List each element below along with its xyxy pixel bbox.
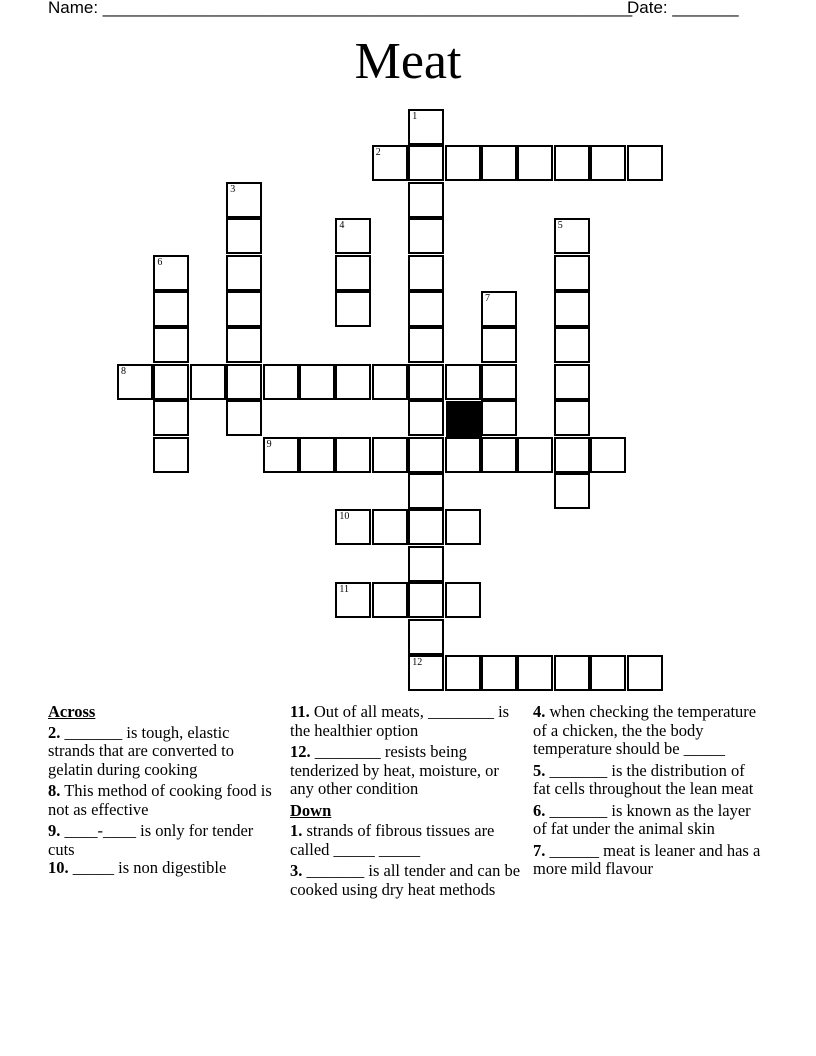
grid-cell[interactable] [335,364,371,400]
cell-number: 2 [375,147,381,159]
grid-cell[interactable] [408,182,444,218]
grid-cell[interactable] [408,655,444,691]
clue-column-1 [48,703,280,881]
down-clue-3 [290,862,522,899]
grid-cell[interactable] [481,364,517,400]
grid-cell[interactable] [627,655,663,691]
grid-cell[interactable] [408,509,444,545]
cell-number: 3 [230,183,236,195]
grid-cell[interactable] [445,145,481,181]
grid-cell[interactable] [226,182,262,218]
grid-cell[interactable] [226,400,262,436]
grid-cell[interactable] [372,145,408,181]
grid-cell[interactable] [372,437,408,473]
grid-cell[interactable] [153,364,189,400]
grid-cell[interactable] [335,509,371,545]
grid-cell[interactable] [517,437,553,473]
grid-cell[interactable] [408,255,444,291]
clue-text: ____-____ is only for tender cuts [48,821,254,859]
clue-number: 5. [533,760,546,780]
grid-cell[interactable] [117,364,153,400]
down-clue-1 [290,822,522,859]
cell-number: 5 [557,220,563,232]
grid-cell[interactable] [554,473,590,509]
grid-cell[interactable] [335,582,371,618]
clue-text: _______ is tough, elastic strands that are converted to gelatin during cooking [48,722,235,779]
grid-cell[interactable] [153,291,189,327]
grid-cell[interactable] [445,364,481,400]
grid-cell[interactable] [299,364,335,400]
down-clue-6 [533,802,765,839]
grid-cell[interactable] [226,327,262,363]
clue-number: 11. [290,702,310,721]
grid-cell[interactable] [335,437,371,473]
clue-number: 9. [48,821,61,840]
grid-cell[interactable] [517,655,553,691]
clue-text: ________ resists being tenderized by heat, moisture, or any other condition [290,742,499,798]
grid-cell[interactable] [408,546,444,582]
grid-cell[interactable] [263,364,299,400]
clue-text: _______ is all tender and can be cooked using dry heat methods [290,861,521,899]
grid-cell[interactable] [590,437,626,473]
clue-number: 1. [290,821,303,840]
grid-cell[interactable] [226,291,262,327]
cell-number: 10 [339,511,350,523]
clue-number: 7. [533,840,546,860]
grid-cell[interactable] [554,327,590,363]
grid-cell[interactable] [445,655,481,691]
grid-cell[interactable] [590,655,626,691]
grid-cell[interactable] [190,364,226,400]
down-clue-7 [533,842,765,879]
grid-cell[interactable] [153,400,189,436]
across-heading: Across [48,702,96,721]
grid-cell[interactable] [481,400,517,436]
grid-cell[interactable] [335,218,371,254]
grid-cell[interactable] [408,327,444,363]
clue-number: 8. [48,781,61,800]
grid-cell[interactable] [445,582,481,618]
across-clue-2 [48,724,280,780]
clue-text: _____ is non digestible [68,858,227,877]
grid-cell[interactable] [408,582,444,618]
clue-number: 2. [48,722,61,742]
grid-cell[interactable] [408,364,444,400]
grid-cell[interactable] [408,145,444,181]
grid-cell[interactable] [627,145,663,181]
grid-cell[interactable] [481,145,517,181]
grid-cell[interactable] [481,291,517,327]
grid-cell[interactable] [554,437,590,473]
clue-text: This method of cooking food is not as effective [48,781,272,819]
grid-cell[interactable] [554,145,590,181]
across-clue-11 [290,703,522,740]
clue-column-3 [533,703,765,882]
cell-number: 9 [266,438,272,450]
clue-text: ______ meat is leaner and has a more mild flavour [533,840,761,878]
across-clue-9 [48,822,280,859]
grid-cell[interactable] [408,437,444,473]
grid-cell[interactable] [335,291,371,327]
grid-cell[interactable] [153,255,189,291]
grid-cell[interactable] [226,218,262,254]
clue-text: when checking the temperature of a chicken, the the body temperature should be _____ [533,702,757,758]
across-clue-10 [48,859,280,878]
grid-cell[interactable] [408,400,444,436]
cell-number: 7 [485,293,490,304]
grid-cell[interactable] [445,437,481,473]
clue-number: 6. [533,800,546,820]
grid-cell[interactable] [335,255,371,291]
grid-cell[interactable] [408,619,444,655]
clue-text: _______ is the distribution of fat cells throughout the lean meat [533,760,754,798]
grid-cell[interactable] [408,109,444,145]
clue-text: strands of fibrous tissues are called _____ _____ [290,821,495,859]
down-heading: Down [290,800,332,820]
down-clue-5 [533,762,765,799]
grid-cell[interactable] [372,364,408,400]
grid-cell[interactable] [554,400,590,436]
clue-number: 12. [290,742,311,761]
grid-cell[interactable] [554,255,590,291]
grid-cell[interactable] [299,437,335,473]
clue-number: 4. [533,702,546,721]
grid-cell[interactable] [554,655,590,691]
grid-cell[interactable] [481,655,517,691]
across-clue-8 [48,782,280,819]
cell-number: 4 [339,220,345,232]
clue-column-2 [290,703,522,902]
grid-cell[interactable] [372,509,408,545]
grid-cell[interactable] [481,327,517,363]
cell-number: 6 [157,256,163,268]
clue-number: 10. [48,858,69,877]
clue-number: 3. [290,861,303,880]
black-cell [446,401,482,437]
across-clue-12 [290,743,522,799]
grid-cell[interactable] [445,509,481,545]
down-clue-4 [533,703,765,759]
cell-number: 11 [339,584,350,596]
cell-number: 12 [412,657,423,668]
grid-cell[interactable] [408,218,444,254]
grid-cell[interactable] [408,473,444,509]
grid-cell[interactable] [590,145,626,181]
grid-cell[interactable] [263,437,299,473]
cell-number: 8 [121,365,126,377]
grid-cell[interactable] [554,291,590,327]
grid-cell[interactable] [517,145,553,181]
cell-number: 1 [412,111,418,122]
clue-text: Out of all meats, ________ is the healthier option [290,702,510,740]
grid-cell[interactable] [153,327,189,363]
grid-cell[interactable] [554,364,590,400]
clue-text: _______ is known as the layer of fat under the animal skin [533,800,751,838]
date-field-label: Date: _______ [627,0,739,17]
grid-cell[interactable] [153,437,189,473]
grid-cell[interactable] [554,218,590,254]
name-field-label: Name: ________________________________________________________ [48,0,633,17]
grid-cell[interactable] [372,582,408,618]
grid-cell[interactable] [226,255,262,291]
puzzle-title: Meat [354,33,462,90]
grid-cell[interactable] [226,364,262,400]
grid-cell[interactable] [408,291,444,327]
grid-cell[interactable] [481,437,517,473]
